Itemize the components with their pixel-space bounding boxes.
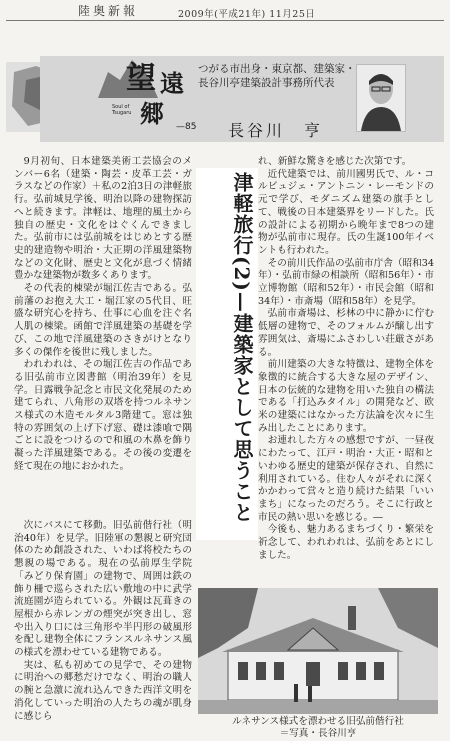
paragraph: われわれは、その堀江佐吉の作品である旧弘前市立図書館（明治39年）を見学。日露戦争記念と市民文化発展のため建てられ、八角形の双塔を持つルネサンス様式の木造モルタル3階建て。窓は独特の雰囲気の上げ下げ窓、礎は漆喰で隅ごとに設をつけるので和風の木鼻を飾り凝った洋風建築である。その後の変遷を経て現在の地におかれた。 [14, 359, 192, 472]
caption-line: ルネサンス様式を漂わせる旧弘前偕行社 [232, 716, 404, 727]
article-column-1 [14, 156, 192, 474]
paragraph: その代表的棟梁が堀江佐吉である。弘前藩のお抱え大工・堀江家の5代目、旺盛な研究心を持ち、仕事に心血を注ぐ名人肌の棟梁。函館で洋風建築の基礎を学び、この地で洋風建築のさきがけとなり多くの傑作を後世に残しました。 [14, 283, 192, 358]
paragraph: 今後も、魅力あるまちづくり・繁栄を祈念して、われわれは、弘前をあとにしました。 [258, 524, 434, 561]
series-number: —85 [176, 122, 197, 132]
paragraph: 前川建築の大きな特徴は、建物全体を象徴的に統合する大きな屋のデザイン、日本の伝統的な建物を用いた独自の構法である「打込みタイル」の開発など、欧米の建築にはなかった方法論を次々に生み出したことにあります。 [258, 359, 434, 434]
paragraph: お連れした方々の感想ですが、一昼夜にわたって、江戸・明治・大正・昭和といわゆる歴史的建築が保存され、自然に利用されている。住む人々がそれに深くかかわって営々と造り続けた結果「いいまち」になったのだろう。そこに行政と市民の熱い思いを感じる。― [258, 435, 434, 523]
author-profile: つがる市出身・東京都、建築家・長谷川亭建築設計事務所代表 [198, 63, 356, 89]
paragraph: 実は、私も初めての見学で、その建物に明治への郷愁だけでなく、明治の職人の腕と急激に流れ込んできた西洋文明を消化していった明治の人たちの魂が肌身に感じら [14, 659, 192, 722]
logo-char-2: 遠 [160, 69, 184, 98]
article-column-1b [14, 520, 192, 723]
paragraph: れ、新鮮な驚きを感じた次第です。 [258, 156, 412, 167]
photo-caption [198, 716, 438, 740]
building-photo [198, 588, 438, 714]
paragraph: その前川氏作品の弘前市庁舎（昭和34年）・弘前市緑の相談所（昭和56年）・市立博物館（昭和52年）・市民会館（昭和34年）・市斎場（昭和58年）を見学。 [258, 257, 434, 307]
paragraph: 9月初旬、日本建築美術工芸協会のメンバー6名（建築・陶芸・皮革工芸・ガラスなどの作家）＋私の2泊3日の津軽旅行。弘前城見学後、明治以降の建物探訪へと続きます。津軽は、地理的風土から独自の歴史・文化をはぐくんできました。弘前市には弘前城をはじめとする歴史的建造物や明治・大正期の洋風建築物などの文化財、歴史と文化が息づく情緒豊かな建築物が数多くあります。 [14, 156, 192, 282]
dateline: 2009年(平成21年) 11月25日 [178, 9, 316, 20]
article-title: 津軽旅行(2)—建築家として思うこと [196, 168, 258, 540]
logo-char-3: 郷 [140, 99, 164, 128]
header-rule [6, 20, 444, 21]
paragraph: 次にバスにて移動。旧弘前偕行社（明治40年）を見学。旧陸軍の懇親と研究団体のため創設された、いわば将校たちの懇親の場である。現在の弘前厚生学院「みどり保育園」の建物で、周囲は鉄の飾り柵で巡らされた広い敷地の中に武学流庭園が造られている。外観は瓦葺きの屋根から赤レンガの煙突が突き出し、窓や出入り口には三角形や半円形の破風形を配し建物全体にフランスルネサンス風の様式を漂わせている建物である。 [14, 520, 192, 659]
article-column-2 [258, 156, 434, 563]
logo-subtitle: Soul of Tsugaru [112, 104, 132, 116]
author-portrait [356, 64, 406, 132]
paragraph: 近代建築では、前川國男氏で、ル・コルビュジェ・アントニン・レーモンドの元で学び、モダニズム建築の旗手として、戦後の日本建築界をリードした。氏の設計による初期から晩年まで8つの建物が弘前市に現存。氏の生誕100年イベントも行われた。 [258, 168, 434, 256]
logo-char-1: 望 [126, 61, 156, 96]
newspaper-masthead: 陸奥新報 [78, 4, 139, 18]
paragraph: 弘前市斎場は、杉林の中に静かに佇む低層の建物で、そのフォルムが醸し出す雰囲気は、斎場にふさわしい荘厳さがある。 [258, 308, 434, 358]
caption-credit: ＝写真・長谷川亨 [279, 728, 357, 739]
author-name: 長谷川 亨 [228, 121, 324, 140]
